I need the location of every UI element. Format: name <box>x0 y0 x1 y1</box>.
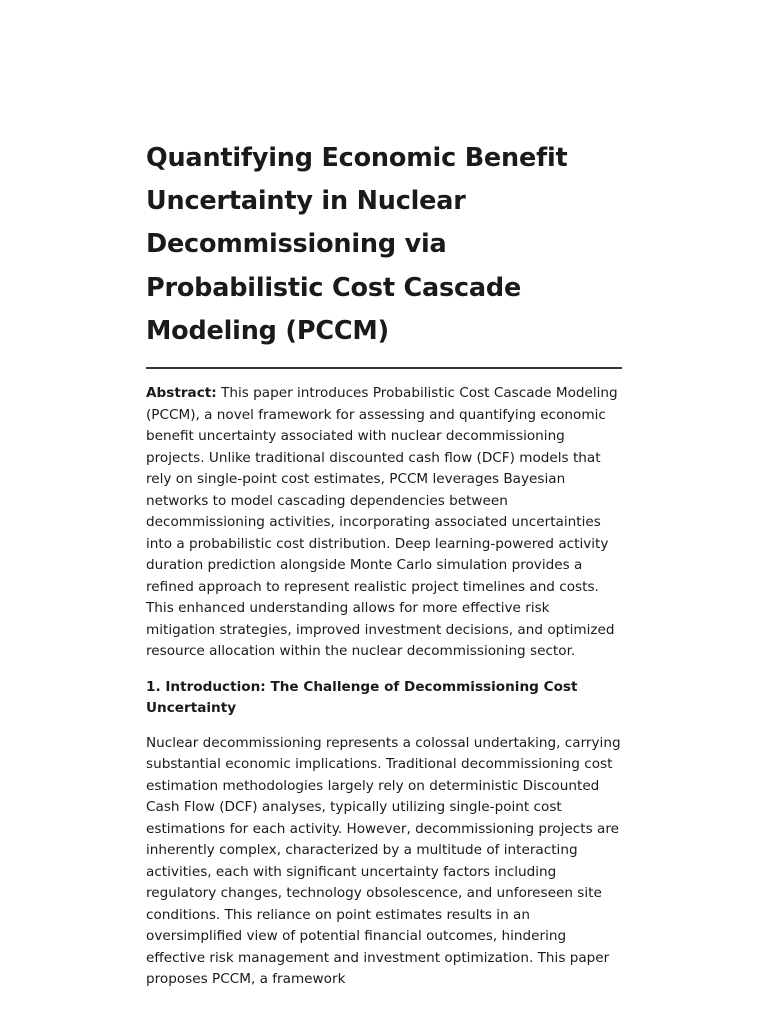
abstract-paragraph <box>146 383 622 663</box>
abstract-label: Abstract: <box>146 385 217 402</box>
title-divider <box>146 367 622 369</box>
section-1-heading: 1. Introduction: The Challenge of Decommissioning Cost Uncertainty <box>146 678 578 717</box>
abstract-text: This paper introduces Probabilistic Cost Cascade Modeling (PCCM), a novel framework for assessing and quantifying economic benefit uncertainty associated with nuclear decommissioning projects. Unlike traditional discounted cash flow (DCF) models that rely on single-point cost estimates, PCCM leverages Bayesian networks to model cascading dependencies between decommissioning activities, incorporating associated uncertainties into a probabilistic cost distribution. Deep learning-powered activity duration prediction alongside Monte Carlo simulation provides a refined approach to represent realistic project timelines and costs. This enhanced understanding allows for more effective risk mitigation strategies, improved investment decisions, and optimized resource allocation within the nuclear decommissioning sector. <box>146 385 618 660</box>
paper-page <box>146 137 622 991</box>
section-1-body: Nuclear decommissioning represents a colossal undertaking, carrying substantial economic implications. Traditional decommissioning cost estimation methodologies largely rely on deterministic Discounted Cash Flow (DCF) analyses, typically utilizing single-point cost estimations for each activity. However, decommissioning projects are inherently complex, characterized by a multitude of interacting activities, each with significant uncertainty factors including regulatory changes, technology obsolescence, and unforeseen site conditions. This reliance on point estimates results in an oversimplified view of potential financial outcomes, hindering effective risk management and investment optimization. This paper proposes PCCM, a framework <box>146 734 621 988</box>
paper-title: Quantifying Economic Benefit Uncertainty in Nuclear Decommissioning via Probabilistic Cost Cascade Modeling (PCCM) <box>146 143 568 346</box>
